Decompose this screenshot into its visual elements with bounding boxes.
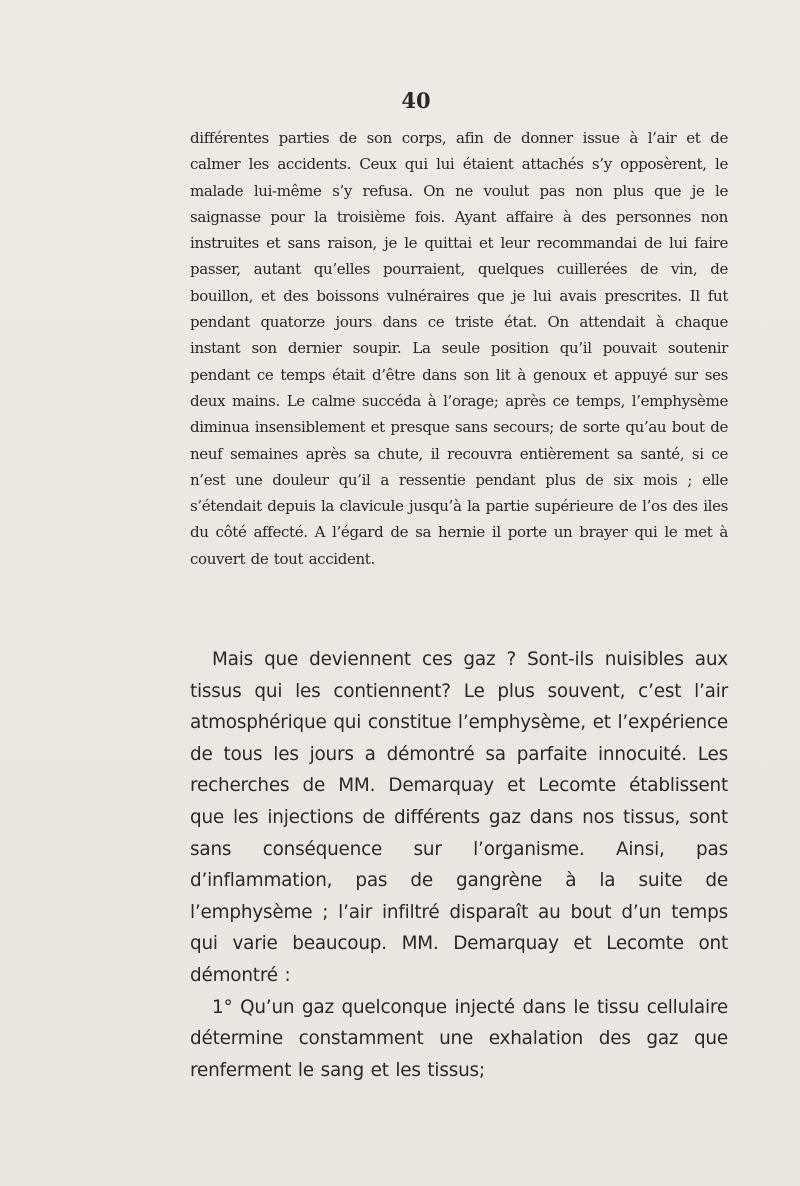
paragraph-case-narrative: différentes parties de son corps, afin de donner issue à l’air et de calmer les accidents. Ceux qui lui étaient attachés s’y opposèrent, le malade lui-même s’y refusa. On ne voulut pas non plus que je le saignasse pour la troisième fois. Ayant affaire à des personnes non instruites et sans raison, je le quittai et leur recommandai de lui faire passer, autant qu’elles pourraient, quelques cuillerées de vin, de bouillon, et des boissons vulnéraires que je lui avais prescrites. Il fut pendant quatorze jours dans ce triste état. On attendait à chaque instant son dernier soupir. La seule position qu’il pouvait soutenir pendant ce temps était d’être dans son lit à genoux et appuyé sur ses deux mains. Le calme succéda à l’orage; après ce temps, l’emphysème diminua insensiblement et presque sans secours; de sorte qu’au bout de neuf semaines après sa chute, il recouvra entièrement sa santé, si ce n’est une douleur qu’il a ressentie pendant plus de six mois ; elle s’étendait depuis la clavicule jusqu’à la partie supérieure de l’os des iles du côté affecté. A l’égard de sa hernie il porte un brayer qui le met à couvert de tout accident.	[190, 129, 728, 568]
list-item-first-finding: 1° Qu’un gaz quelconque injecté dans le tissu cellulaire détermine constamment une exhalation des gaz que renferment le sang et les tissus;	[190, 996, 728, 1081]
paragraph-gas-discussion: Mais que deviennent ces gaz ? Sont-ils nuisibles aux tissus qui les contiennent? Le plus souvent, c’est l’air atmosphérique qui constitue l’emphysème, et l’expérience de tous les jours a démontré sa parfaite innocuité. Les recherches de MM. Demarquay et Lecomte établissent que les injections de différents gaz dans nos tissus, sont sans conséquence sur l’organisme. Ainsi, pas d’inflammation, pas de gangrène à la suite de l’emphysème ; l’air infiltré disparaît au bout d’un temps qui varie beaucoup. MM. Demarquay et Lecomte ont démontré :	[190, 649, 728, 986]
page-number: 40	[401, 88, 431, 113]
case-narrative-block	[190, 125, 728, 572]
discussion-block	[190, 644, 728, 1086]
